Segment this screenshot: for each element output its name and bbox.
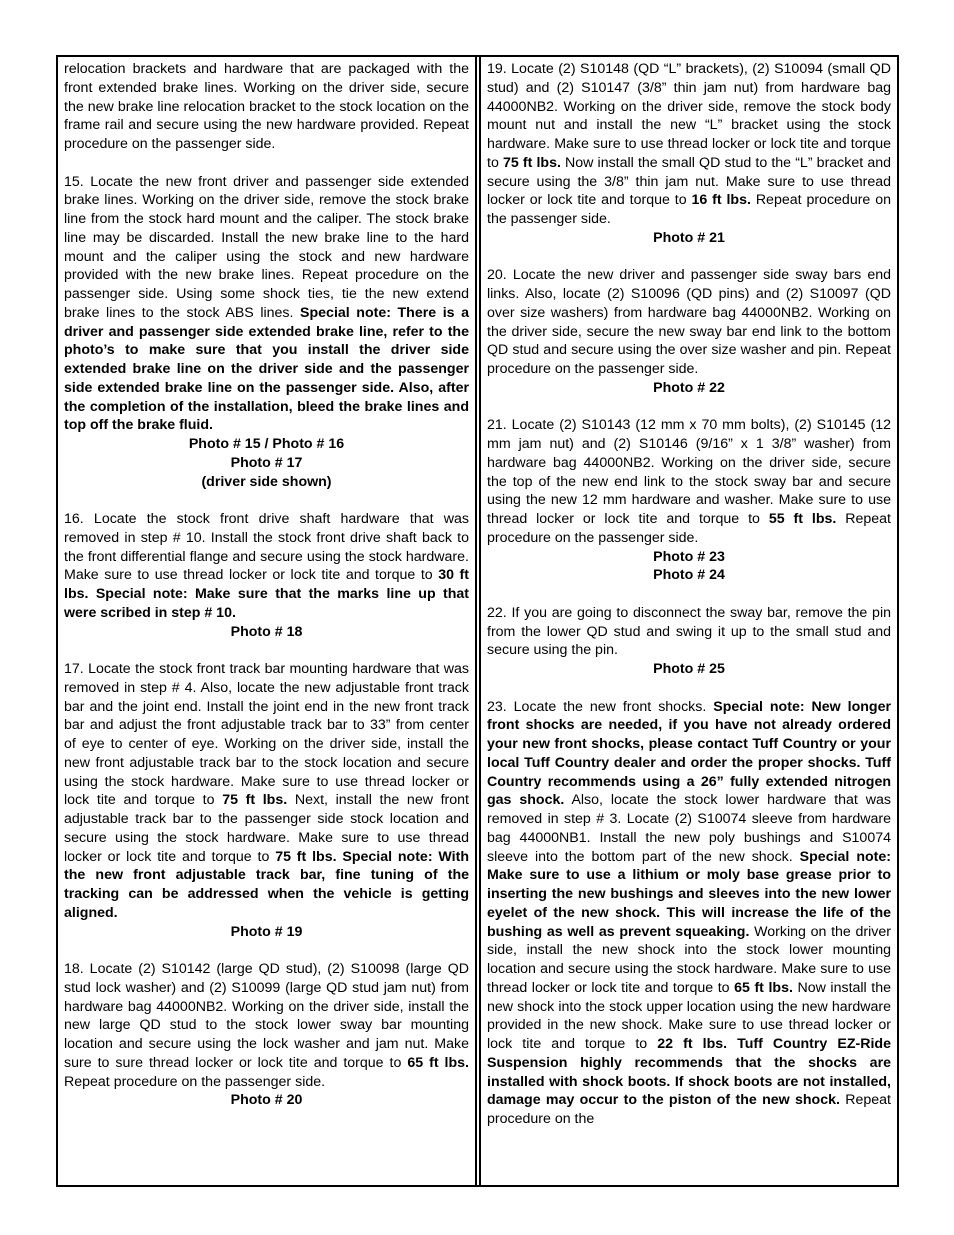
text: Repeat procedure on the passenger side. (487, 511, 892, 546)
step-15 (64, 173, 469, 436)
text: 19. Locate (2) S10148 (QD “L” brackets), (2) S10094 (small QD stud) and (2) S10147 (3/8” thin jam nut) from hardware bag 44000NB2. Working on the driver side, remove the stock body mount nut and install the new “L” bracket using the stock hardware. Make sure to use thread locker or lock tite and torque to (487, 61, 891, 171)
photo-caption-22: Photo # 22 (653, 379, 725, 396)
special-note: Special note: New longer front shocks are needed, if you have not already ordered your new front shocks, please contact Tuff Country or your local Tuff Country dealer and order the proper shocks. Tuff Country recommends using a 26” fully extended nitrogen gas shock. (487, 698, 891, 809)
photo-caption-17-note: (driver side shown) (201, 473, 332, 490)
step-23 (487, 698, 891, 1129)
special-note: Special note: Make sure to use a lithium or moly base grease prior to inserting the new bushings and sleeves into the new lower eyelet of the new shock. This will increase the life of the bushing as well as prevent squeaking. (487, 848, 891, 940)
photo-caption-23: Photo # 23 (653, 548, 725, 565)
torque-value: 65 ft lbs. (734, 979, 793, 996)
photo-caption-17: Photo # 17 (230, 454, 303, 471)
special-note: 22 ft lbs. Tuff Country EZ-Ride Suspension highly recommends that the shocks are installed with shock boots. If shock boots are not installed, damage may occur to the piston of the new shock. (487, 1036, 891, 1109)
photo-caption-15-16: Photo # 15 / Photo # 16 (188, 436, 345, 452)
step-21 (487, 416, 891, 547)
photo-caption-24: Photo # 24 (653, 567, 725, 584)
document-frame (56, 55, 899, 1187)
text: Repeat procedure on the passenger side. (487, 192, 891, 227)
special-note: 75 ft lbs. Special note: With the new front adjustable track bar, fine tuning of the tracking can be addressed when the vehicle is getting aligned. (64, 848, 469, 921)
right-column (479, 57, 897, 1185)
step-22 (487, 604, 891, 660)
photo-caption-20: Photo # 20 (230, 1092, 303, 1109)
photo-caption-21: Photo # 21 (653, 229, 725, 246)
torque-value: 16 ft lbs. (691, 192, 751, 209)
torque-value: 65 ft lbs. (407, 1054, 470, 1071)
text: 21. Locate (2) S10143 (12 mm x 70 mm bolts), (2) S10145 (12 mm jam nut) and (2) S10146 (9/16” x 1 3/8” washer) from hardware bag 44000NB2. Working on the driver side, secure the top of the new end link to the stock sway bar and secure using the new 12 mm hardware and washer. Make sure to use thread locker or lock tite and torque to (487, 417, 891, 527)
text: Next, install the new front adjustable track bar to the passenger side stock location and secure using the stock hardware. Make sure to use thread locker or lock tite and torque to (64, 792, 470, 865)
step-17 (64, 660, 469, 923)
text: Working on the driver side, install the new shock into the stock lower mounting location and secure using the stock hardware. Make sure to use thread locker or lock tite and torque to (487, 923, 891, 996)
text: 22. If you are going to disconnect the sway bar, remove the pin from the lower QD stud and swing it up to the small stud and secure using the pin. (487, 604, 891, 659)
text: Also, locate the stock lower hardware that was removed in step # 3. Locate (2) S10074 sleeve from hardware bag 44000NB1. Install the new poly bushings and S10074 sleeve into the bottom part of the new shock. (487, 792, 891, 865)
text: Repeat procedure on the passenger side. (64, 1073, 326, 1090)
photo-caption-18: Photo # 18 (230, 623, 303, 640)
photo-caption-25: Photo # 25 (653, 661, 725, 677)
text: relocation brackets and hardware that are packaged with the front extended brake lines. Working on the driver side, secure the new brake line relocation bracket to the stock location on the frame rail and secure using the new hardware provided. Repeat procedure on the passenger side. (64, 61, 469, 152)
torque-value: 75 ft lbs. (502, 154, 561, 171)
text: 20. Locate the new driver and passenger side sway bars end links. Also, locate (2) S10096 (QD pins) and (2) S10097 (QD over size washers) from hardware bag 44000NB2. Working on the driver side, secure the new sway bar end link to the bottom QD stud and secure using the over size washer and pin. Repeat procedure on the passenger side. (487, 267, 891, 377)
torque-value: 55 ft lbs. (768, 511, 837, 527)
text: 18. Locate (2) S10142 (large QD stud), (2) S10098 (large QD stud lock washer) and (2) S10099 (large QD stud jam nut) from hardware bag 44000NB2. Working on the driver side, install the new large QD stud to the stock lower sway bar mounting location and secure using the lock washer and jam nut. Make sure to sure thread locker or lock tite and torque to (64, 961, 469, 1071)
left-column (58, 57, 477, 1185)
text: 17. Locate the stock front track bar mounting hardware that was removed in step # 4. Also, locate the new adjustable front track bar and the joint end. Install the joint end in the new front track bar and adjust the front adjustable track bar to 33” from center of eye to center of eye. Working on the driver side, install the new front adjustable track bar to the stock location and secure using the stock hardware. Make sure to use thread locker or lock tite and torque to (64, 661, 469, 809)
step-20 (487, 266, 891, 379)
special-note: 30 ft lbs. Special note: Make sure that the marks line up that were scribed in step # 10. (64, 567, 470, 621)
step-18 (64, 960, 469, 1091)
text: 15. Locate the new front driver and passenger side extended brake lines. Working on the driver side, remove the stock brake line from the stock hard mount and the caliper. The stock brake line may be discarded. Install the new brake line to the hard mount and the caliper using the stock and new hardware provided with the new brake lines. Repeat procedure on the passenger side. Using some shock ties, tie the new extend brake lines to the stock ABS lines. (64, 173, 469, 321)
text: Repeat procedure on the (487, 1092, 892, 1127)
text: 16. Locate the stock front drive shaft hardware that was removed in step # 10. Install the stock front drive shaft back to the front differential flange and secure using the stock hardware. Make sure to use thread locker or lock tite and torque to (64, 511, 469, 584)
text: Now install the small QD stud to the “L” bracket and secure using the 3/8” thin jam nut. Make sure to use thread locker or lock tite and torque to (487, 154, 891, 209)
paragraph-relocation-brackets (64, 60, 469, 154)
step-16 (64, 510, 469, 623)
step-19 (487, 60, 891, 229)
text: 23. Locate the new front shocks. (487, 698, 714, 715)
photo-caption-19: Photo # 19 (230, 923, 303, 940)
torque-value: 75 ft lbs. (222, 792, 288, 809)
special-note: Special note: There is a driver and passenger side extended brake line, refer to the photo’s to make sure that you install the driver side extended brake line on the driver side and the passenger side extended brake line on the passenger side. Also, after the completion of the installation, bleed the brake lines and top off the brake fluid. (64, 304, 470, 434)
text: Now install the new shock into the stock upper location using the new hardware provided in the new shock. Make sure to use thread locker or lock tite and torque to (487, 979, 891, 1052)
